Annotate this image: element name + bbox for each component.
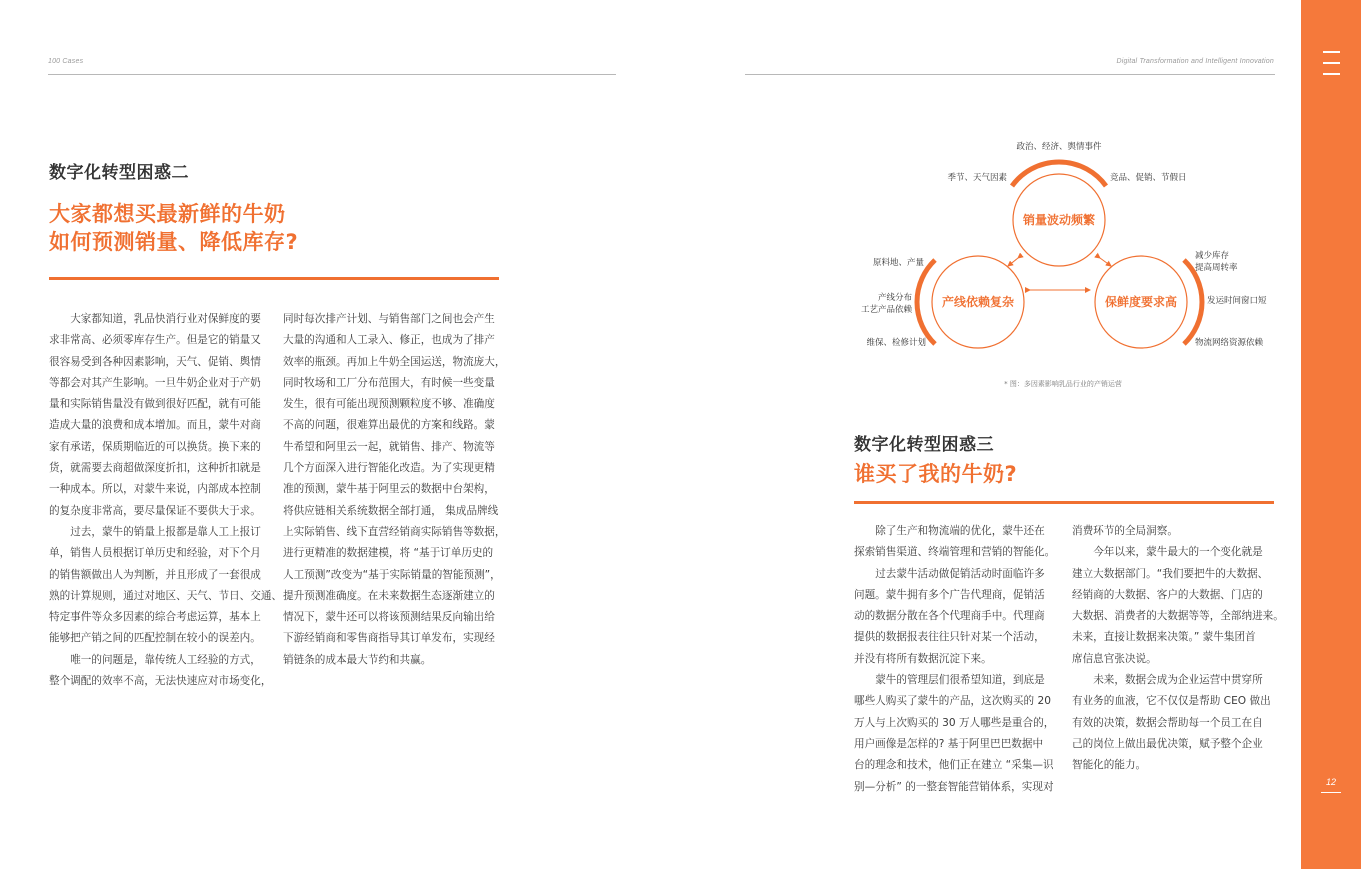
label-left-bottom: 维保、检修计划 — [866, 338, 926, 348]
text-line: 销链条的成本最大节约和共赢。 — [283, 653, 432, 666]
text-line: 几个方面深入进行智能化改造。为了实现更精 — [283, 462, 495, 475]
text-line: 量和实际销售量没有做到很好匹配，就有可能 — [49, 398, 261, 411]
text-line: 有业务的血液，它不仅仅是帮助 CEO 做出 — [1072, 695, 1271, 708]
text-line: 大家都知道，乳品快消行业对保鲜度的要 — [70, 313, 261, 325]
text-line: 效率的瓶颈。再加上牛奶全国运送，物流庞大， — [283, 355, 506, 368]
text-line: 情况下，蒙牛还可以将该预测结果反向输出给 — [283, 611, 495, 624]
label-left-mid-2: 工艺产品依赖 — [860, 305, 912, 315]
right-column-1 — [854, 521, 1058, 798]
text-line: 单，销售人员根据订单历史和经验，对下个月 — [49, 547, 261, 560]
text-line: 将供应链相关系统数据全部打通， 集成品牌线 — [283, 504, 499, 517]
text-line: 进行更精准的数据建模，将 “基于订单历史的 — [283, 547, 494, 560]
headline-2-line-2: 如何预测销量、降低库存? — [49, 230, 299, 254]
text-line: 不高的问题，很难算出最优的方案和线路。蒙 — [283, 419, 495, 432]
text-line: 过去，蒙牛的销量上报都是靠人工上报订 — [70, 525, 261, 538]
text-line: 的销售额做出人为判断，并且形成了一套很成 — [49, 568, 261, 581]
running-header-left: 100 Cases — [48, 58, 84, 65]
text-line: 有效的决策，数据会帮助每一个员工在自 — [1072, 716, 1263, 729]
label-right-mid: 发运时间窗口短 — [1207, 296, 1267, 306]
text-line: 动的数据分散在各个代理商手中。代理商 — [854, 610, 1045, 623]
text-line: 发生，很有可能出现预测颗粒度不够、准确度 — [283, 398, 495, 411]
right-column-2 — [1072, 521, 1284, 777]
headline-2-line-1: 大家都想买最新鲜的牛奶 — [49, 202, 286, 226]
headline-rule-right — [854, 501, 1274, 504]
text-line: 建立大数据部门。“我们要把牛的大数据、 — [1072, 567, 1269, 580]
label-right-top-2: 提高周转率 — [1195, 263, 1238, 273]
text-line: 熟的计算规则，通过对地区、天气、节日、交通、 — [49, 589, 283, 602]
section-title-2: 数字化转型困惑二 — [49, 163, 189, 183]
text-line: 一种成本。所以，对蒙牛来说，内部成本控制 — [49, 483, 261, 496]
text-line: 未来，直接让数据来决策。” 蒙牛集团首 — [1072, 631, 1256, 644]
text-line: 上实际销售、线下直营经销商实际销售等数据， — [283, 525, 506, 538]
text-line: 大数据、消费者的大数据等等，全部纳进来。 — [1072, 610, 1284, 623]
text-line: 货，就需要去商超做深度折扣，这种折扣就是 — [49, 462, 261, 475]
text-line: 提供的数据报表往往只针对某一个活动， — [854, 631, 1045, 644]
text-line: 很容易受到各种因素影响，天气、促销、舆情 — [49, 355, 261, 368]
text-line: 同时每次排产计划、与销售部门之间也会产生 — [283, 313, 495, 325]
circle-right-label: 保鲜度要求高 — [1104, 295, 1178, 309]
text-line: 能够把产销之间的匹配控制在较小的误差内。 — [49, 632, 261, 645]
page-number-rule — [1321, 792, 1341, 793]
header-rule-left — [48, 74, 616, 75]
arrow-top-left — [1008, 258, 1018, 266]
diagram-caption: * 图：多因素影响乳品行业的产销运营 — [1004, 380, 1122, 388]
circle-top — [1012, 162, 1106, 266]
label-top-left: 季节、天气因素 — [947, 173, 1007, 183]
arrow-top-right — [1100, 258, 1111, 266]
text-line: 过去蒙牛活动做促销活动时面临许多 — [875, 567, 1045, 580]
text-line: 席信息官张决说。 — [1072, 652, 1157, 665]
running-header-right: Digital Transformation and Intelligent Innovation — [1116, 58, 1274, 65]
text-line: 蒙牛的管理层们很希望知道，到底是 — [875, 674, 1045, 687]
text-line: 家有承诺，保质期临近的可以换货。换下来的 — [49, 440, 261, 453]
text-line: 并没有将所有数据沉淀下来。 — [854, 652, 992, 665]
text-line: 人工预测”改变为“基于实际销量的智能预测”， — [283, 568, 501, 581]
header-rule-right — [745, 74, 1275, 75]
headline-3: 谁买了我的牛奶? — [854, 462, 1018, 486]
text-line: 今年以来，蒙牛最大的一个变化就是 — [1093, 546, 1263, 559]
text-line: 经销商的大数据、客户的大数据、门店的 — [1072, 588, 1263, 601]
text-line: 同时牧场和工厂分布范围大，有时候一些变量 — [283, 376, 495, 389]
text-line: 问题。蒙牛拥有多个广告代理商，促销活 — [854, 588, 1045, 601]
text-line: 造成大量的浪费和成本增加。而且，蒙牛对商 — [49, 419, 261, 432]
text-line: 万人与上次购买的 30 万人哪些是重合的， — [854, 716, 1055, 729]
label-top: 政治、经济、舆情事件 — [1016, 142, 1102, 152]
text-line: 用户画像是怎样的? 基于阿里巴巴数据中 — [854, 737, 1044, 750]
left-column-1 — [49, 309, 283, 692]
text-line: 探索销售渠道、终端管理和营销的智能化。 — [854, 546, 1056, 559]
headline-2 — [49, 200, 298, 256]
text-line: 大量的沟通和人工录入、修正，也成为了排产 — [283, 334, 495, 347]
circle-top-label: 销量波动频繁 — [1022, 213, 1096, 227]
text-line: 特定事件等众多因素的综合考虑运算，基本上 — [49, 611, 261, 624]
label-left-top: 原料地、产量 — [872, 258, 924, 268]
text-line: 哪些人购买了蒙牛的产品，这次购买的 20 — [854, 695, 1051, 708]
label-right-bottom: 物流网络资源依赖 — [1195, 338, 1264, 348]
circle-left-label: 产线依赖复杂 — [941, 295, 1015, 309]
text-line: 等都会对其产生影响。一旦牛奶企业对于产奶 — [49, 376, 261, 389]
text-line: 的复杂度非常高，要尽量保证不要供大于求。 — [49, 504, 261, 517]
page-number: 12 — [1325, 777, 1336, 787]
factor-diagram — [840, 130, 1270, 400]
text-line: 整个调配的效率不高，无法快速应对市场变化， — [49, 675, 272, 688]
text-line: 准的预测，蒙牛基于阿里云的数据中台架构， — [283, 483, 495, 496]
text-line: 台的理念和技术，他们正在建立 “采集—识 — [854, 759, 1054, 772]
headline-rule-left — [49, 277, 499, 280]
text-line: 除了生产和物流端的优化，蒙牛还在 — [875, 525, 1045, 537]
menu-icon[interactable] — [1319, 46, 1343, 78]
text-line: 己的岗位上做出最优决策，赋予整个企业 — [1072, 737, 1263, 750]
text-line: 别—分析” 的一整套智能营销体系，实现对 — [854, 780, 1054, 793]
text-line: 智能化的能力。 — [1072, 759, 1147, 772]
left-column-2 — [283, 309, 505, 671]
section-title-3: 数字化转型困惑三 — [854, 435, 994, 455]
label-right-top-1: 减少库存 — [1195, 251, 1230, 261]
circle-left — [917, 256, 1024, 348]
text-line: 未来，数据会成为企业运营中贯穿所 — [1093, 674, 1263, 687]
text-line: 下游经销商和零售商指导其订单发布，实现经 — [283, 632, 495, 645]
text-line: 牛希望和阿里云一起，就销售、排产、物流等 — [283, 440, 495, 453]
text-line: 提升预测准确度。在未来数据生态逐渐建立的 — [283, 589, 495, 602]
circle-right — [1095, 256, 1202, 348]
text-line: 消费环节的全局洞察。 — [1072, 525, 1178, 537]
sidebar — [1301, 0, 1361, 869]
text-line: 求非常高、必须零库存生产。但是它的销量又 — [49, 334, 261, 347]
label-top-right: 竞品、促销、节假日 — [1110, 173, 1187, 183]
label-left-mid-1: 产线分布 — [877, 293, 912, 303]
text-line: 唯一的问题是，靠传统人工经验的方式， — [70, 653, 261, 666]
